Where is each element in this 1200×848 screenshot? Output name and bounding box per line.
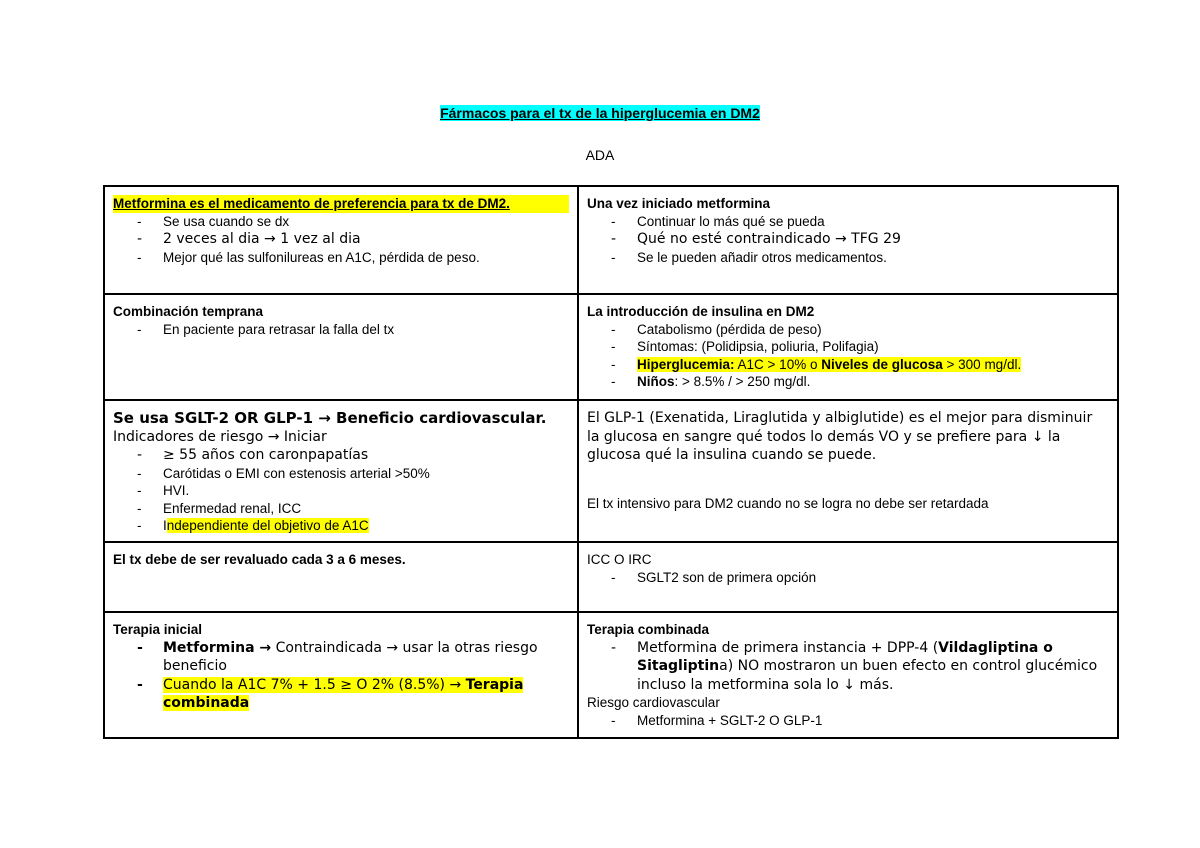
table-row — [104, 400, 1118, 542]
list-item: - 2 veces al dia → 1 vez al dia — [113, 230, 569, 249]
inline-text: > 300 mg/dl. — [942, 356, 1022, 372]
list-item: - Se usa cuando se dx — [113, 213, 569, 231]
table-cell — [578, 612, 1118, 738]
table-cell — [578, 294, 1118, 400]
table-row — [104, 612, 1118, 738]
bullet-list — [587, 639, 1109, 695]
inline-text: I — [163, 518, 167, 533]
inline-text: a) NO mostraron un buen efecto en control glucémico incluso la metformina sola lo ↓ más. — [637, 658, 1098, 693]
inline-bold: Niños — [637, 374, 675, 389]
list-item: - Catabolismo (pérdida de peso) — [587, 321, 1109, 339]
inline-text: Contraindicada → usar la otras riesgo beneficio — [163, 639, 538, 674]
table-cell — [578, 186, 1118, 294]
list-item — [113, 676, 569, 713]
cell-paragraph: El GLP-1 (Exenatida, Liraglutida y albiglutide) es el mejor para disminuir la glucosa en sangre qué todos lo demás VO y se prefiere para ↓ la glucosa qué la insulina cuando se puede. — [587, 410, 1093, 463]
bullet-list — [113, 446, 569, 535]
bullet-list — [587, 569, 1109, 587]
inline-text: A1C > 10% o — [734, 356, 822, 372]
table-cell — [104, 612, 578, 738]
list-item — [113, 639, 569, 676]
cell-line: Indicadores de riesgo → Iniciar — [113, 428, 327, 445]
list-item: - Enfermedad renal, ICC — [113, 500, 569, 518]
table-cell — [104, 400, 578, 542]
bullet-list — [113, 321, 569, 339]
table-row — [104, 542, 1118, 612]
list-item: - Mejor qué las sulfonilureas en A1C, pérdida de peso. — [113, 249, 569, 267]
list-item — [587, 356, 1109, 374]
cell-heading: Se usa SGLT-2 OR GLP-1 → Beneficio cardiovascular. — [113, 409, 547, 427]
list-item: - ≥ 55 años con caronpapatías — [113, 446, 569, 465]
table-cell — [104, 542, 578, 612]
cell-heading: Metformina es el medicamento de preferencia para tx de DM2. — [113, 195, 569, 213]
cell-heading: El tx debe de ser revaluado cada 3 a 6 meses. — [113, 552, 406, 567]
inline-text: : > 8.5% / > 250 mg/dl. — [674, 374, 811, 389]
list-item: - Carótidas o EMI con estenosis arterial >50% — [113, 465, 569, 483]
list-item — [587, 373, 1109, 391]
notes-table — [103, 185, 1119, 739]
inline-bold: Niveles de glucosa — [821, 356, 943, 372]
table-cell — [578, 542, 1118, 612]
page-subtitle: ADA — [585, 147, 615, 163]
table-row — [104, 186, 1118, 294]
inline-text: Cuando la A1C 7% + 1.5 ≥ O 2% (8.5%) → — [163, 676, 466, 693]
table-cell — [578, 400, 1118, 542]
list-item: - SGLT2 son de primera opción — [587, 569, 1109, 587]
cell-heading: La introducción de insulina en DM2 — [587, 304, 815, 319]
list-item: - En paciente para retrasar la falla del tx — [113, 321, 569, 339]
list-item: - Se le pueden añadir otros medicamentos. — [587, 249, 1109, 267]
cell-heading: Terapia inicial — [113, 622, 203, 637]
cell-heading: Una vez iniciado metformina — [587, 196, 771, 211]
bullet-list — [587, 712, 1109, 730]
inline-bold: Terapia combinada — [163, 676, 524, 711]
bullet-list — [113, 213, 569, 267]
cell-heading: Terapia combinada — [587, 622, 710, 637]
list-item: - Síntomas: (Polidipsia, poliuria, Polifagia) — [587, 338, 1109, 356]
inline-bold: Hiperglucemia: — [637, 356, 735, 372]
table-cell — [104, 294, 578, 400]
list-item: - HVI. — [113, 482, 569, 500]
inline-bold: Metformina → — [163, 639, 272, 656]
inline-bold: Vildagliptina o Sitagliptin — [637, 639, 1053, 674]
bullet-list — [587, 321, 1109, 391]
list-item: - Metformina + SGLT-2 O GLP-1 — [587, 712, 1109, 730]
list-item — [113, 517, 569, 535]
page-title: Fármacos para el tx de la hiperglucemia en DM2 — [440, 105, 760, 121]
table-cell — [104, 186, 578, 294]
list-item — [587, 639, 1109, 695]
cell-paragraph: El tx intensivo para DM2 cuando no se logra no debe ser retardada — [587, 495, 989, 511]
highlighted-text: ndependiente del objetivo de A1C — [166, 518, 369, 533]
list-item: - Continuar lo más qué se pueda — [587, 213, 1109, 231]
list-item: - Qué no esté contraindicado → TFG 29 — [587, 230, 1109, 249]
cell-line: ICC O IRC — [587, 552, 652, 567]
inline-text: Metformina de primera instancia + DPP-4 ( — [637, 639, 939, 656]
bullet-list — [113, 639, 569, 713]
bullet-list — [587, 213, 1109, 267]
table-row — [104, 294, 1118, 400]
cell-heading: Combinación temprana — [113, 304, 264, 319]
cell-line: Riesgo cardiovascular — [587, 695, 720, 710]
